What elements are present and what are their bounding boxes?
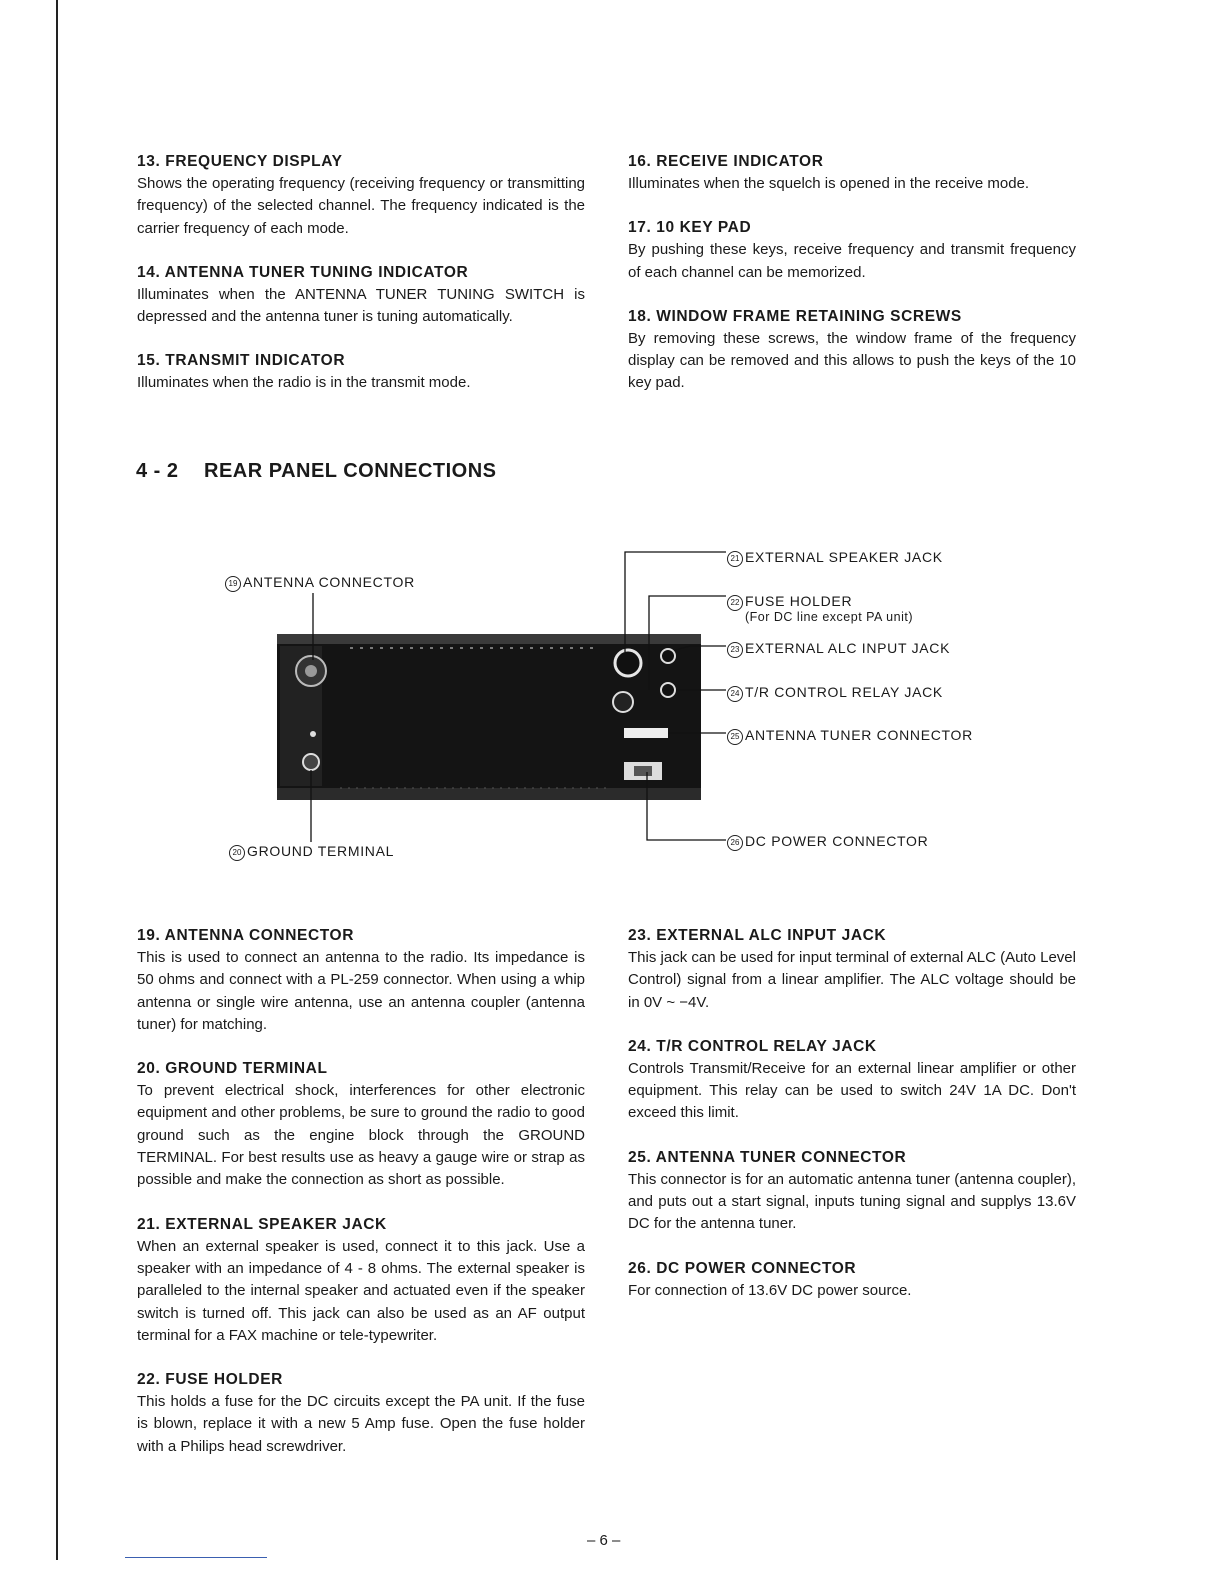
- label-text: DC POWER CONNECTOR: [745, 833, 929, 849]
- callout-number: 21: [727, 551, 743, 567]
- fuse-holder: [613, 692, 633, 712]
- footer-rule: [125, 1557, 267, 1558]
- label-text: T/R CONTROL RELAY JACK: [745, 684, 943, 700]
- section-title-text: REAR PANEL CONNECTIONS: [204, 460, 497, 482]
- section-body: To prevent electrical shock, interferences for other electronic equipment and other problems, be sure to ground the radio to good ground such as the engine block through the GROUND TERMINAL. For best results use as heavy a gauge wire or strap as possible and make the connection as short as possible.: [137, 1082, 585, 1189]
- section-body: By removing these screws, the window frame of the frequency display can be removed and this allows to push the keys of the 10 key pad.: [628, 329, 1076, 392]
- callout-number: 20: [229, 845, 245, 861]
- tr-control-relay-jack: [661, 683, 675, 697]
- callout-number: 25: [727, 729, 743, 745]
- label-fuse-holder-note: (For DC line except PA unit): [745, 610, 913, 624]
- bottom-right-column: [628, 925, 1076, 1324]
- section-number: 4 - 2: [136, 460, 179, 482]
- section-heading: 21. EXTERNAL SPEAKER JACK: [137, 1215, 387, 1233]
- section-25: [628, 1147, 1076, 1236]
- callout-number: 22: [727, 595, 743, 611]
- callout-number: 19: [225, 576, 241, 592]
- antenna-connector-center: [305, 665, 317, 677]
- section-body: This jack can be used for input terminal of external ALC (Auto Level Control) signal from a linear amplifier. The ALC voltage should be in 0V ~ −4V.: [628, 949, 1076, 1011]
- section-heading: 15. TRANSMIT INDICATOR: [137, 352, 346, 370]
- callout-number: 26: [727, 835, 743, 851]
- section-20: [137, 1058, 585, 1191]
- label-external-alc-input-jack: [727, 640, 950, 658]
- section-24: [628, 1036, 1076, 1125]
- section-heading: 16. RECEIVE INDICATOR: [628, 153, 824, 170]
- section-heading: 25. ANTENNA TUNER CONNECTOR: [628, 1148, 907, 1166]
- section-heading: 18. WINDOW FRAME RETAINING SCREWS: [628, 307, 962, 325]
- panel-screw: [310, 731, 316, 737]
- section-heading: 19. ANTENNA CONNECTOR: [137, 927, 354, 944]
- label-text: ANTENNA CONNECTOR: [243, 574, 415, 590]
- section-body: By pushing these keys, receive frequency and transmit frequency of each channel can be memorized.: [628, 241, 1076, 281]
- section-heading: 22. FUSE HOLDER: [137, 1371, 283, 1389]
- section-22: [137, 1369, 585, 1458]
- section-body: Illuminates when the ANTENNA TUNER TUNING SWITCH is depressed and the antenna tuner is tuning automatically.: [137, 285, 585, 326]
- bottom-left-column: [137, 925, 585, 1480]
- label-fuse-holder: [727, 593, 852, 611]
- external-speaker-jack: [615, 650, 641, 676]
- label-text: FUSE HOLDER: [745, 593, 853, 609]
- section-body: Illuminates when the squelch is opened in the receive mode.: [628, 175, 1030, 192]
- label-antenna-tuner-connector: [727, 727, 973, 745]
- rear-panel-bottom-edge: [277, 788, 701, 800]
- section-21: [137, 1214, 585, 1347]
- section-body: Shows the operating frequency (receiving frequency or transmitting frequency) of the selected channel. The frequency indicated is the carrier frequency of each mode.: [137, 175, 585, 237]
- label-external-speaker-jack: [727, 549, 943, 567]
- section-heading: 20. GROUND TERMINAL: [137, 1060, 328, 1078]
- section-body: This holds a fuse for the DC circuits except the PA unit. If the fuse is blown, replace it with a new 5 Amp fuse. Open the fuse holder with a Philips head screwdriver.: [137, 1393, 585, 1455]
- section-heading: 26. DC POWER CONNECTOR: [628, 1259, 857, 1277]
- label-text: EXTERNAL SPEAKER JACK: [745, 549, 943, 565]
- section-body: Illuminates when the radio is in the transmit mode.: [137, 374, 471, 392]
- section-26: [628, 1258, 1076, 1302]
- label-text: ANTENNA TUNER CONNECTOR: [745, 727, 973, 743]
- label-tr-control-relay-jack: [727, 684, 943, 702]
- dc-power-connector-pins: [634, 766, 652, 776]
- section-body: When an external speaker is used, connect it to this jack. Use a speaker with an impedance of 4 - 8 ohms. The external speaker is paralleled to the internal speaker and actuated even if the speaker switch is turned off. This jack can also be used as an AF output terminal for a FAX machine or tele-typewriter.: [137, 1237, 585, 1344]
- section-heading: 13. FREQUENCY DISPLAY: [137, 153, 343, 170]
- label-dc-power-connector: [727, 833, 928, 851]
- section-heading: 14. ANTENNA TUNER TUNING INDICATOR: [137, 263, 469, 281]
- section-23: [628, 925, 1076, 1014]
- section-body: This connector is for an automatic antenna tuner (antenna coupler), and puts out a start signal, inputs tuning signal and supplys 13.6V DC for the antenna tuner.: [628, 1170, 1076, 1233]
- section-body: Controls Transmit/Receive for an external linear amplifier or other equipment. This relay can be used to switch 24V 1A DC. Don't exceed this limit.: [628, 1059, 1076, 1122]
- label-ground-terminal: [229, 843, 394, 861]
- rear-panel-top-edge: [277, 634, 701, 644]
- section-body: This is used to connect an antenna to the radio. Its impedance is 50 ohms and connect with a PL-259 connector. When using a whip antenna or single wire antenna, use an antenna coupler (antenna tuner) for matching.: [137, 949, 585, 1033]
- label-text: GROUND TERMINAL: [247, 843, 395, 859]
- antenna-tuner-connector: [624, 728, 668, 738]
- label-text: EXTERNAL ALC INPUT JACK: [745, 640, 951, 656]
- callout-number: 24: [727, 686, 743, 702]
- label-antenna-connector: [225, 574, 415, 592]
- alc-input-jack: [661, 649, 675, 663]
- callout-number: 23: [727, 642, 743, 658]
- section-19: [137, 925, 585, 1036]
- section-heading: 24. T/R CONTROL RELAY JACK: [628, 1037, 877, 1055]
- page-number: – 6 –: [587, 1532, 621, 1549]
- section-heading: 23. EXTERNAL ALC INPUT JACK: [628, 927, 887, 944]
- section-body: For connection of 13.6V DC power source.: [628, 1281, 912, 1299]
- section-heading: 17. 10 KEY PAD: [628, 219, 752, 237]
- ground-terminal: [303, 754, 319, 770]
